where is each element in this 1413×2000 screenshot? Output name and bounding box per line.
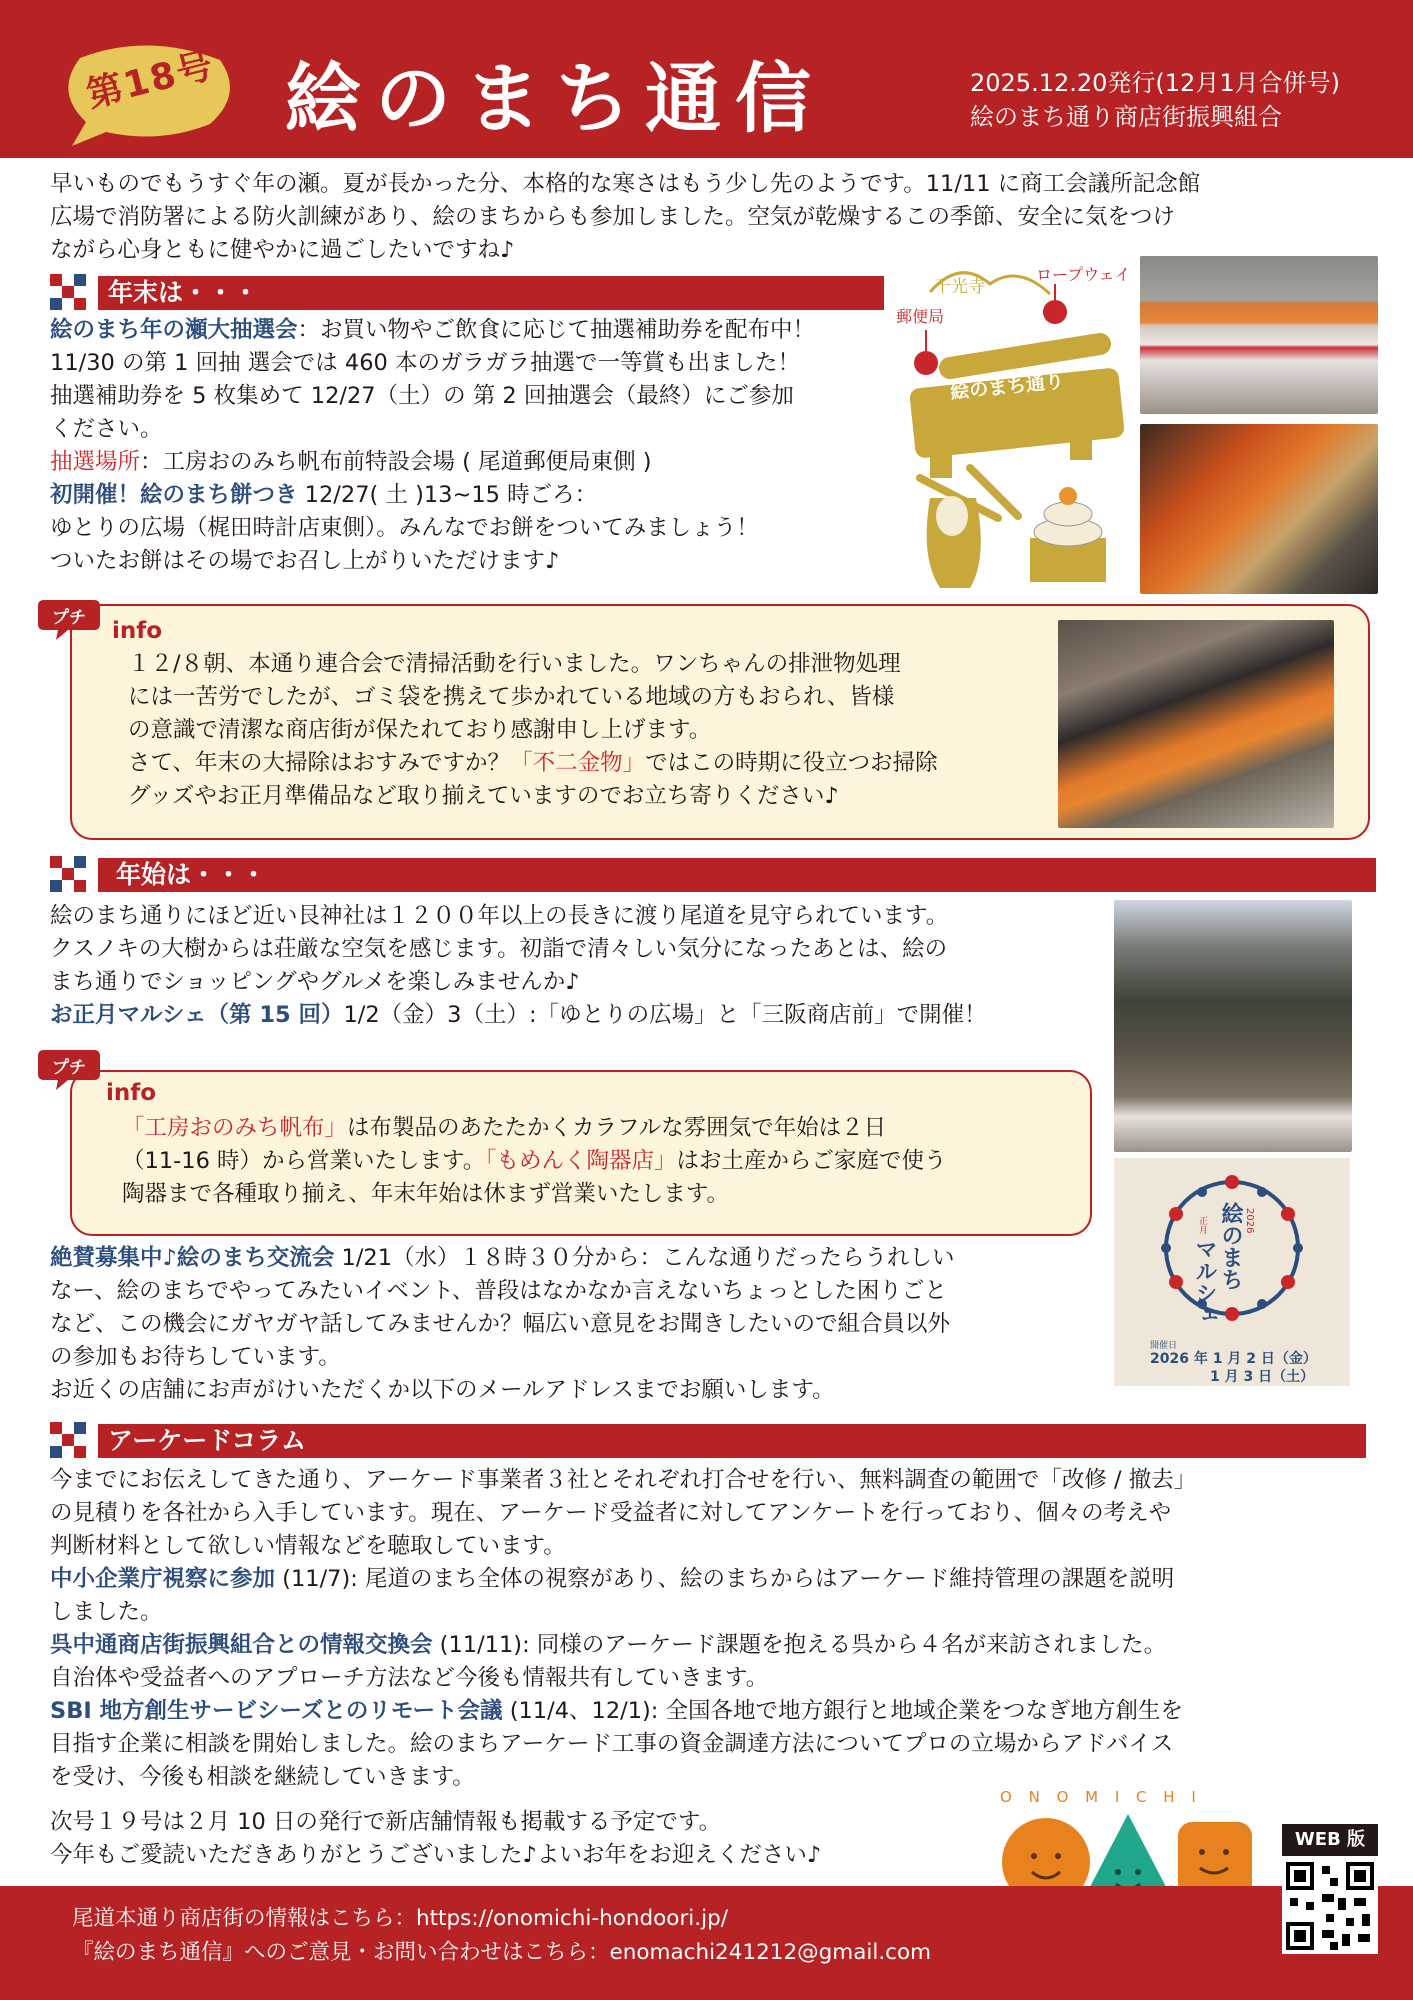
arcade-line: を受け、今後も相談を継続していきます。 xyxy=(50,1764,475,1790)
section-bar-new-year xyxy=(98,858,1376,892)
shrine-tree-photo xyxy=(1114,900,1352,1152)
publisher-name: 絵のまち通り商店街振興組合 xyxy=(970,103,1282,131)
year-end-body xyxy=(50,314,890,578)
exchange-meeting xyxy=(50,1242,1114,1407)
shop-name-fuji: 「不二金物」 xyxy=(510,750,646,776)
section-heading-year-end: 年末は・・・ xyxy=(108,278,259,307)
info-line: さて、年末の大掃除はおすみですか？ xyxy=(128,750,511,776)
arcade-line: 自治体や受益者へのアプローチ方法など今後も情報共有していきます。 xyxy=(50,1665,769,1691)
arcade-body xyxy=(50,1464,1390,1794)
puchi-tag-text: プチ xyxy=(52,1058,86,1078)
lottery-line: ください。 xyxy=(50,416,163,442)
arcade-line: しました。 xyxy=(50,1599,163,1625)
closing-message xyxy=(50,1806,1010,1872)
arcade-line: 判断材料として欲しい情報などを聴取しています。 xyxy=(50,1533,566,1559)
mochi-time: 12/27( 土 )13~15 時ごろ： xyxy=(297,482,598,508)
info-line: はお土産からご家庭で使う xyxy=(676,1148,947,1174)
info-line: の意識で清潔な商店街が保たれており感謝申し上げます。 xyxy=(128,717,712,743)
publication-date: 2025.12.20発行(12月1月合併号) xyxy=(970,69,1340,97)
poster-date-2: 1 月 3 日（土） xyxy=(1210,1369,1315,1385)
map-label-ropeway: ロープウェイ xyxy=(1036,265,1131,284)
lottery-text: ：お買い物やご飲食に応じて抽選補助券を配布中！ xyxy=(297,317,816,343)
venue-label: 抽選場所 xyxy=(50,449,141,475)
arcade-item-title: SBI 地方創生サービシーズとのリモート会議 xyxy=(50,1698,503,1724)
poster-small: 正月 xyxy=(1197,1216,1207,1234)
publication-info xyxy=(970,66,1340,134)
info-line: 陶器まで各種取り揃え、年末年始は休まず営業いたします。 xyxy=(122,1181,730,1207)
section-heading-new-year: 年始は・・・ xyxy=(116,860,267,889)
mochi-event-photo xyxy=(1140,424,1378,594)
area-map-illustration xyxy=(900,248,1140,598)
intro-line: 広場で消防署による防火訓練があり、絵のまちからも参加しました。空気が乾燥するこの季節、安全に気をつけ xyxy=(50,204,1176,230)
arcade-item-text: (11/7): 尾道のまち全体の視察があり、絵のまちからはアーケード維持管理の課題を説明 xyxy=(275,1566,1175,1592)
map-label-road: 国道 xyxy=(980,328,1011,346)
venue-text: ：工房おのみち帆布前特設会場 ( 尾道郵便局東側 ) xyxy=(140,449,652,475)
map-label-post-office: 郵便局 xyxy=(896,307,945,326)
info-label: info xyxy=(106,1080,157,1106)
exchange-line: 1/21（水）１８時３０分から：こんな通りだったらうれしい xyxy=(334,1245,955,1271)
info-line: は布製品のあたたかくカラフルな雰囲気で年始は２日 xyxy=(347,1115,887,1141)
cleanup-activity-photo xyxy=(1058,620,1334,828)
lottery-event-photo xyxy=(1140,256,1378,414)
arcade-item-title: 中小企業庁視察に参加 xyxy=(50,1566,276,1592)
intro-line: 早いものでもうすぐ年の瀬。夏が長かった分、本格的な寒さはもう少し先のようです。11/11 に商工会議所記念館 xyxy=(50,171,1201,197)
section-heading-arcade: アーケードコラム xyxy=(108,1426,307,1455)
lottery-line: 抽選補助券を 5 枚集めて 12/27（土）の 第 2 回抽選会（最終）にご参加 xyxy=(50,383,794,409)
shop-name-momenku: 「もめんく陶器店」 xyxy=(485,1148,677,1174)
poster-date-label: 開催日 xyxy=(1150,1341,1178,1351)
closing-line: 次号１９号は２月 10 日の発行で新店舗情報も掲載する予定です。 xyxy=(50,1809,722,1835)
lottery-line: 11/30 の第 1 回抽 選会では 460 本のガラガラ抽選で一等賞も出ました！ xyxy=(50,350,801,376)
arcade-line: 今までにお伝えしてきた通り、アーケード事業者３社とそれぞれ打合せを行い、無料調査の範囲で「改修 / 撤去」 xyxy=(50,1467,1197,1493)
info-shops-text xyxy=(122,1112,1082,1211)
qr-code-icon[interactable] xyxy=(1282,1858,1378,1954)
marche-text: 1/2（金）3（土）:「ゆとりの広場」と「三阪商店前」で開催！ xyxy=(343,1002,987,1028)
mochi-line: ゆとりの広場（梶田時計店東側）。みんなでお餅をついてみましょう！ xyxy=(50,515,759,541)
arcade-line: の見積りを各社から入手しています。現在、アーケード受益者に対してアンケートを行っており、個々の考えや xyxy=(50,1500,1172,1526)
map-label-temple: 千光寺 xyxy=(934,277,985,297)
checker-icon xyxy=(50,274,86,310)
poster-year: 2026 xyxy=(1244,1208,1255,1234)
mochi-title: 初開催！絵のまち餅つき xyxy=(50,482,298,508)
arcade-item-text: (11/11): 同様のアーケード課題を抱える呉から４名が来訪されました。 xyxy=(432,1632,1167,1658)
exchange-line: の参加もお待ちしています。 xyxy=(50,1344,341,1370)
footer-website[interactable]: 尾道本通り商店街の情報はこちら：https://onomichi-hondoori.jp/ xyxy=(72,1906,728,1931)
info-line: グッズやお正月準備品など取り揃えていますのでお立ち寄りください♪ xyxy=(128,783,839,809)
checker-icon xyxy=(50,1422,86,1458)
arcade-line: 目指す企業に相談を開始しました。絵のまちアーケード工事の資金調達方法についてプロの立場からアドバイス xyxy=(50,1731,1174,1757)
new-year-body xyxy=(50,900,1110,1032)
info-line: には一苦労でしたが、ゴミ袋を携えて歩かれている地域の方もおられ、皆様 xyxy=(128,684,895,710)
exchange-line: など、この機会にガヤガヤ話してみませんか？幅広い意見をお聞きしたいので組合員以外 xyxy=(50,1311,951,1337)
web-version-label: WEB 版 xyxy=(1282,1824,1378,1856)
checker-icon xyxy=(50,856,86,892)
poster-title-2: マルシェ xyxy=(1192,1238,1218,1326)
exchange-title: 絶賛募集中♪絵のまち交流会 xyxy=(50,1245,335,1271)
lottery-title: 絵のまち年の瀬大抽選会 xyxy=(50,317,298,343)
intro-line: ながら心身ともに健やかに過ごしたいですね♪ xyxy=(50,237,515,263)
issue-number: 第18号 xyxy=(82,44,219,117)
marche-poster xyxy=(1114,1158,1350,1386)
info-label: info xyxy=(112,618,163,644)
logo-top-text: O N O M I C H I xyxy=(1000,1788,1202,1806)
new-year-line: 絵のまち通りにほど近い艮神社は１２００年以上の長きに渡り尾道を見守られています。 xyxy=(50,903,949,929)
poster-title-1: 絵のまち xyxy=(1218,1202,1244,1290)
arcade-item-title: 呉中通商店街振興組合との情報交換会 xyxy=(50,1632,433,1658)
footer-contact-email[interactable]: 『絵のまち通信』へのご意見・お問い合わせはこちら：enomachi241212@gmail.com xyxy=(72,1940,932,1965)
poster-date-1: 2026 年 1 月 2 日（金） xyxy=(1150,1351,1317,1367)
info-line: （11-16 時）から営業いたします。 xyxy=(122,1148,486,1174)
newsletter-title: 絵のまち通信 xyxy=(285,54,825,143)
exchange-line: お近くの店舗にお声がけいただくか以下のメールアドレスまでお願いします。 xyxy=(50,1377,835,1403)
info-cleanup-text xyxy=(128,648,1050,813)
new-year-line: まち通りでショッピングやグルメを楽しみませんか♪ xyxy=(50,969,580,995)
new-year-line: クスノキの大樹からは荘厳な空気を感じます。初詣で清々しい気分になったあとは、絵の xyxy=(50,936,948,962)
info-line: １２/８朝、本通り連合会で清掃活動を行いました。ワンちゃんの排泄物処理 xyxy=(128,651,901,677)
arcade-item-text: (11/4、12/1): 全国各地で地方銀行と地域企業をつなぎ地方創生を xyxy=(502,1698,1184,1724)
closing-line: 今年もご愛読いただきありがとうございました♪よいお年をお迎えください♪ xyxy=(50,1842,822,1868)
intro-paragraph xyxy=(50,168,1380,267)
marche-title: お正月マルシェ（第 15 回） xyxy=(50,1002,344,1028)
info-line: ではこの時期に役立つお掃除 xyxy=(645,750,938,776)
puchi-tag-text: プチ xyxy=(52,608,86,628)
map-label-street: 絵のまち通り xyxy=(949,370,1066,404)
shop-name-hanpu: 「工房おのみち帆布」 xyxy=(122,1115,348,1141)
exchange-line: なー、絵のまちでやってみたいイベント、普段はなかなか言えないちょっとした困りごと xyxy=(50,1278,947,1304)
mochi-line: ついたお餅はその場でお召し上がりいただけます♪ xyxy=(50,548,560,574)
